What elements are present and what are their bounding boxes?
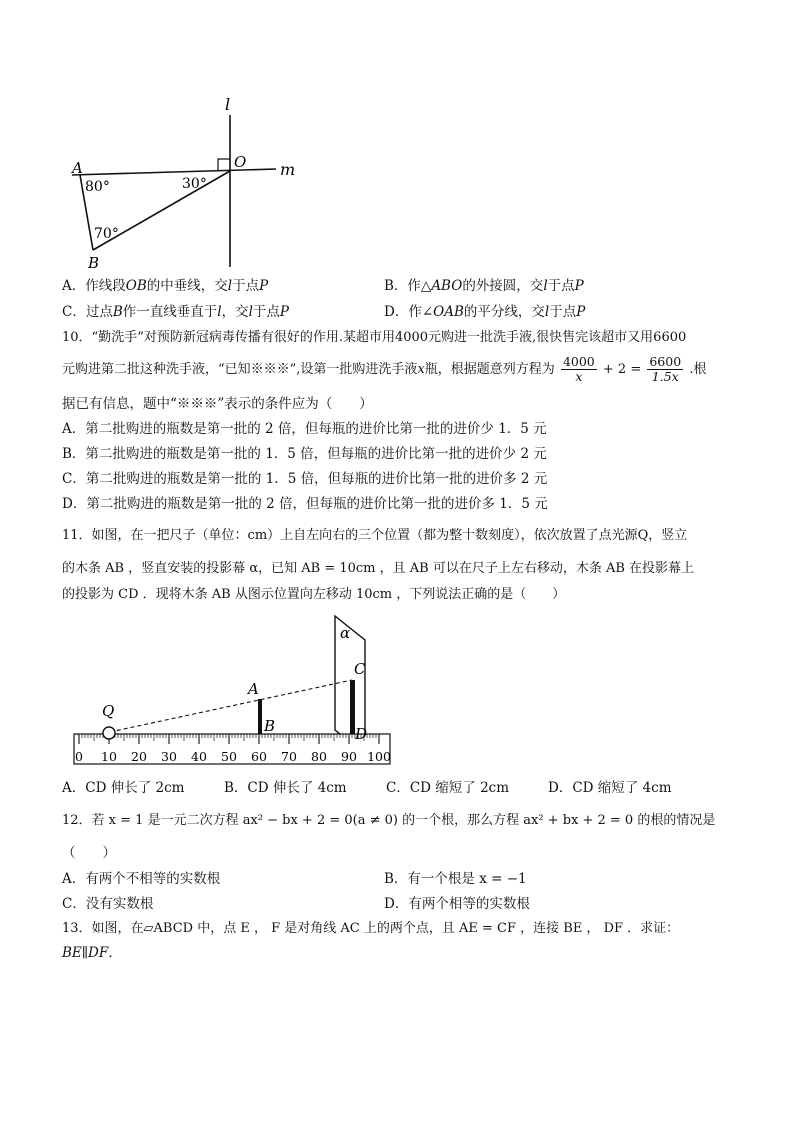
- angle-30: 30°: [182, 176, 207, 192]
- q11-option-a[interactable]: A．CD 伸长了 2cm: [62, 780, 185, 796]
- angle-70: 70°: [94, 226, 119, 242]
- q10-line-3: 据已有信息，题中“※※※”表示的条件应为（ ）: [62, 396, 373, 412]
- q10-option-d[interactable]: D．第二批购进的瓶数是第一批的 2 倍，但每瓶的进价比第一批的进价多 1．5 元: [62, 496, 548, 512]
- q12-option-b[interactable]: B．有一个根是 x = −1: [384, 871, 527, 887]
- q11-line-2: 的木条 AB ，竖直安装的投影幕 α，已知 AB = 10cm ，且 AB 可以在尺子上左右移动，木条 AB 在投影幕上: [62, 561, 695, 576]
- q11-option-c[interactable]: C．CD 缩短了 2cm: [386, 780, 510, 796]
- tick-label-80: 80: [311, 749, 327, 764]
- figure-q11: [68, 612, 398, 770]
- fraction-6600-over-1-5x: $\frac{6600}{1.5x}$: [649, 354, 682, 384]
- tick-label-10: 10: [101, 749, 117, 764]
- q9-option-a[interactable]: A．作线段OB的中垂线，交l于点P: [62, 278, 269, 294]
- tick-label-40: 40: [191, 749, 207, 764]
- tick-label-30: 30: [161, 749, 177, 764]
- q11-option-b[interactable]: B．CD 伸长了 4cm: [224, 780, 347, 796]
- tick-label-0: 0: [75, 749, 83, 764]
- q11-line-3: 的投影为 CD ．现将木条 AB 从图示位置向左移动 10cm ，下列说法正确的是（ ）: [62, 587, 566, 602]
- label-m: m: [280, 160, 296, 179]
- q11-option-d[interactable]: D．CD 缩短了 4cm: [548, 780, 672, 796]
- q12-option-d[interactable]: D．有两个相等的实数根: [384, 896, 530, 912]
- label-b: B: [88, 254, 100, 270]
- right-angle-mark: [218, 159, 230, 170]
- tick-label-100: 100: [367, 749, 391, 764]
- fraction-4000-over-x: $\frac{4000}{x}$: [562, 354, 595, 384]
- q12-option-a[interactable]: A．有两个不相等的实数根: [62, 871, 221, 887]
- q12-line-2: （ ）: [62, 845, 116, 861]
- q10-option-a[interactable]: A．第二批购进的瓶数是第一批的 2 倍，但每瓶的进价比第一批的进价少 1．5 元: [62, 421, 547, 437]
- wood-stick-ab: [258, 699, 262, 734]
- label-c: C: [354, 660, 366, 678]
- q9-option-c[interactable]: C．过点B作一直线垂直于l，交l于点P: [62, 304, 290, 320]
- label-d: D: [355, 725, 368, 743]
- tick-label-50: 50: [221, 749, 237, 764]
- label-a: A: [248, 680, 259, 698]
- q10-option-b[interactable]: B．第二批购进的瓶数是第一批的 1．5 倍，但每瓶的进价比第一批的进价少 2 元: [62, 446, 547, 462]
- q9-option-d[interactable]: D．作∠OAB的平分线，交l于点P: [384, 304, 586, 320]
- q10-line-1: 10．“勤洗手”对预防新冠病毒传播有很好的作用.某超市用4000元购进一批洗手液,很快售完该超市又用6600: [62, 330, 687, 345]
- label-q: Q: [102, 702, 115, 720]
- q9-option-b[interactable]: B．作△ABO的外接圆，交l于点P: [384, 278, 584, 294]
- q10-option-c[interactable]: C．第二批购进的瓶数是第一批的 1．5 倍，但每瓶的进价比第一批的进价多 2 元: [62, 471, 548, 487]
- tick-label-70: 70: [281, 749, 297, 764]
- figure-q9: [60, 95, 310, 270]
- label-o: O: [234, 153, 247, 171]
- light-ray: [110, 680, 352, 732]
- tick-label-90: 90: [341, 749, 357, 764]
- tick-label-20: 20: [131, 749, 147, 764]
- label-b: B: [264, 717, 276, 735]
- label-l: l: [225, 95, 231, 114]
- light-source-q: [103, 727, 115, 739]
- tick-label-60: 60: [251, 749, 267, 764]
- q12-line-1: 12．若 x = 1 是一元二次方程 ax² − bx + 2 = 0(a ≠ 0) 的一个根，那么方程 ax² + bx + 2 = 0 的根的情况是: [62, 813, 716, 828]
- q12-option-c[interactable]: C．没有实数根: [62, 896, 154, 912]
- label-a: A: [72, 159, 83, 177]
- q10-line-2: 元购进第二批这种洗手液，“已知※※※”,设第一批购进洗手液x瓶，根据题意列方程为 $\frac{4000}{x}$ + 2 = $\frac{6600}{1.5x}$ .根: [62, 354, 707, 384]
- q13-line-1: 13．如图，在▱ABCD 中，点 E ， F 是对角线 AC 上的两个点，且 AE = CF ，连接 BE ， DF ．求证：: [62, 921, 680, 936]
- label-alpha: α: [340, 624, 351, 642]
- q13-line-2: BE∥DF．: [62, 945, 122, 961]
- q11-line-1: 11．如图，在一把尺子（单位：cm）上自左向右的三个位置（都为整十数刻度），依次放置了点光源Q，竖立: [62, 528, 688, 543]
- angle-80: 80°: [85, 179, 110, 195]
